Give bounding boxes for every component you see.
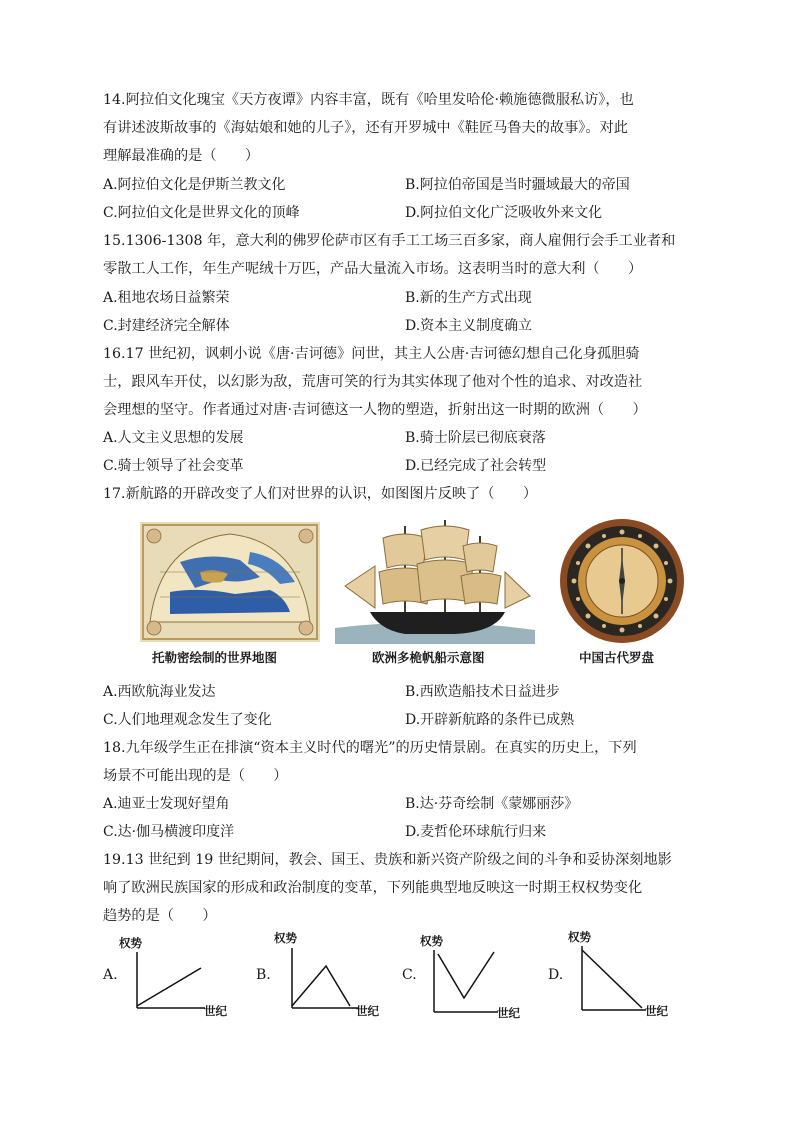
q18-line-2: 场景不可能出现的是（ ） [103,768,288,784]
q17-option-c[interactable]: C.人们地理观念发生了变化 [103,712,272,728]
graph-b-ylabel: 权势 [274,931,297,945]
q18-option-c[interactable]: C.达·伽马横渡印度洋 [103,824,235,840]
graph-a-ylabel: 权势 [119,936,142,950]
q17-option-d[interactable]: D.开辟新航路的条件已成熟 [405,712,575,728]
q15-option-c[interactable]: C.封建经济完全解体 [103,318,230,334]
q15-line-2: 零散工人工作，年生产呢绒十万匹，产品大量流入市场。这表明当时的意大利（ ） [103,261,643,277]
q14-option-d[interactable]: D.阿拉伯文化广泛吸收外来文化 [405,205,603,221]
graph-b-trend-line [292,966,350,1006]
graph-d-ylabel: 权势 [568,930,591,944]
q15-option-b[interactable]: B.新的生产方式出现 [405,290,532,306]
graph-d-trend-line [582,950,642,1008]
q14-option-c[interactable]: C.阿拉伯文化是世界文化的顶峰 [103,205,300,221]
q16-option-d[interactable]: D.已经完成了社会转型 [405,458,547,474]
q14-line-2: 有讲述波斯故事的《海姑娘和她的儿子》，还有开罗城中《鞋匠马鲁夫的故事》。对此 [103,120,628,136]
q18-option-b[interactable]: B.达·芬奇绘制《蒙娜丽莎》 [405,796,579,812]
q16-option-c[interactable]: C.骑士领导了社会变革 [103,458,244,474]
graph-c-ylabel: 权势 [420,934,443,948]
q17-option-a[interactable]: A.西欧航海业发达 [103,684,216,700]
q15-line-1: 15.1306-1308 年，意大利的佛罗伦萨市区有手工工场三百多家，商人雇佣行会手工业者和 [103,233,676,249]
q16-line-2: 士，跟风车开仗，以幻影为敌，荒唐可笑的行为其实体现了他对个性的追求、对改造社 [103,374,643,390]
q14-option-b[interactable]: B.阿拉伯帝国是当时疆域最大的帝国 [405,177,630,193]
q15-option-a[interactable]: A.租地农场日益繁荣 [103,290,230,306]
q16-option-a[interactable]: A.人文主义思想的发展 [103,430,244,446]
q16-line-1: 16.17 世纪初，讽刺小说《唐·吉诃德》问世，其主人公唐·吉诃德幻想自己化身孤胆骑 [103,346,640,362]
compass-image [556,516,688,646]
q14-option-a[interactable]: A.阿拉伯文化是伊斯兰教文化 [103,177,286,193]
graph-b-chart [290,948,362,1012]
graph-a-chart [135,952,207,1012]
graph-c-xlabel: 世纪 [497,1006,520,1020]
q18-option-d[interactable]: D.麦哲伦环球航行归来 [405,824,547,840]
q19-line-2: 响了欧洲民族国家的形成和政治制度的变革，下列能典型地反映这一时期王权权势变化 [103,880,643,896]
q18-option-a[interactable]: A.迪亚士发现好望角 [103,796,230,812]
graph-a-trend-line [137,968,201,1006]
q15-option-d[interactable]: D.资本主义制度确立 [405,318,533,334]
q18-line-1: 18.九年级学生正在排演“资本主义时代的曙光”的历史情景剧。在真实的历史上，下列 [103,740,637,756]
graph-a-xlabel: 世纪 [204,1004,227,1018]
caption-compass: 中国古代罗盘 [579,650,655,665]
q16-line-3: 会理想的坚守。作者通过对唐·吉诃德这一人物的塑造，折射出这一时期的欧洲（ ） [103,402,647,418]
q19-line-3: 趋势的是（ ） [103,908,217,924]
q14-line-1: 14.阿拉伯文化瑰宝《天方夜谭》内容丰富，既有《哈里发哈伦·赖施德微服私访》，也 [103,92,634,108]
caption-ship: 欧洲多桅帆船示意图 [372,650,485,665]
graph-c-trend-line [438,952,494,998]
q19-line-1: 19.13 世纪到 19 世纪期间，教会、国王、贵族和新兴资产阶级之间的斗争和妥协深刻地影 [103,852,672,868]
q17-option-b[interactable]: B.西欧造船技术日益进步 [405,684,560,700]
graph-b-xlabel: 世纪 [356,1004,379,1018]
q14-line-3: 理解最准确的是（ ） [103,148,260,164]
q16-option-b[interactable]: B.骑士阶层已彻底衰落 [405,430,546,446]
sailing-ship-image [335,516,535,644]
graph-b-option[interactable]: B. [256,967,271,983]
graph-d-chart [580,946,648,1014]
graph-a-option[interactable]: A. [103,967,118,983]
q17-line-1: 17.新航路的开辟改变了人们对世界的认识，如图图片反映了（ ） [103,486,538,502]
graph-c-chart [432,950,500,1016]
graph-d-xlabel: 世纪 [645,1004,668,1018]
world-map-image [140,522,320,642]
graph-d-option[interactable]: D. [548,967,564,983]
graph-c-option[interactable]: C. [402,967,417,983]
caption-world-map: 托勒密绘制的世界地图 [152,650,278,665]
